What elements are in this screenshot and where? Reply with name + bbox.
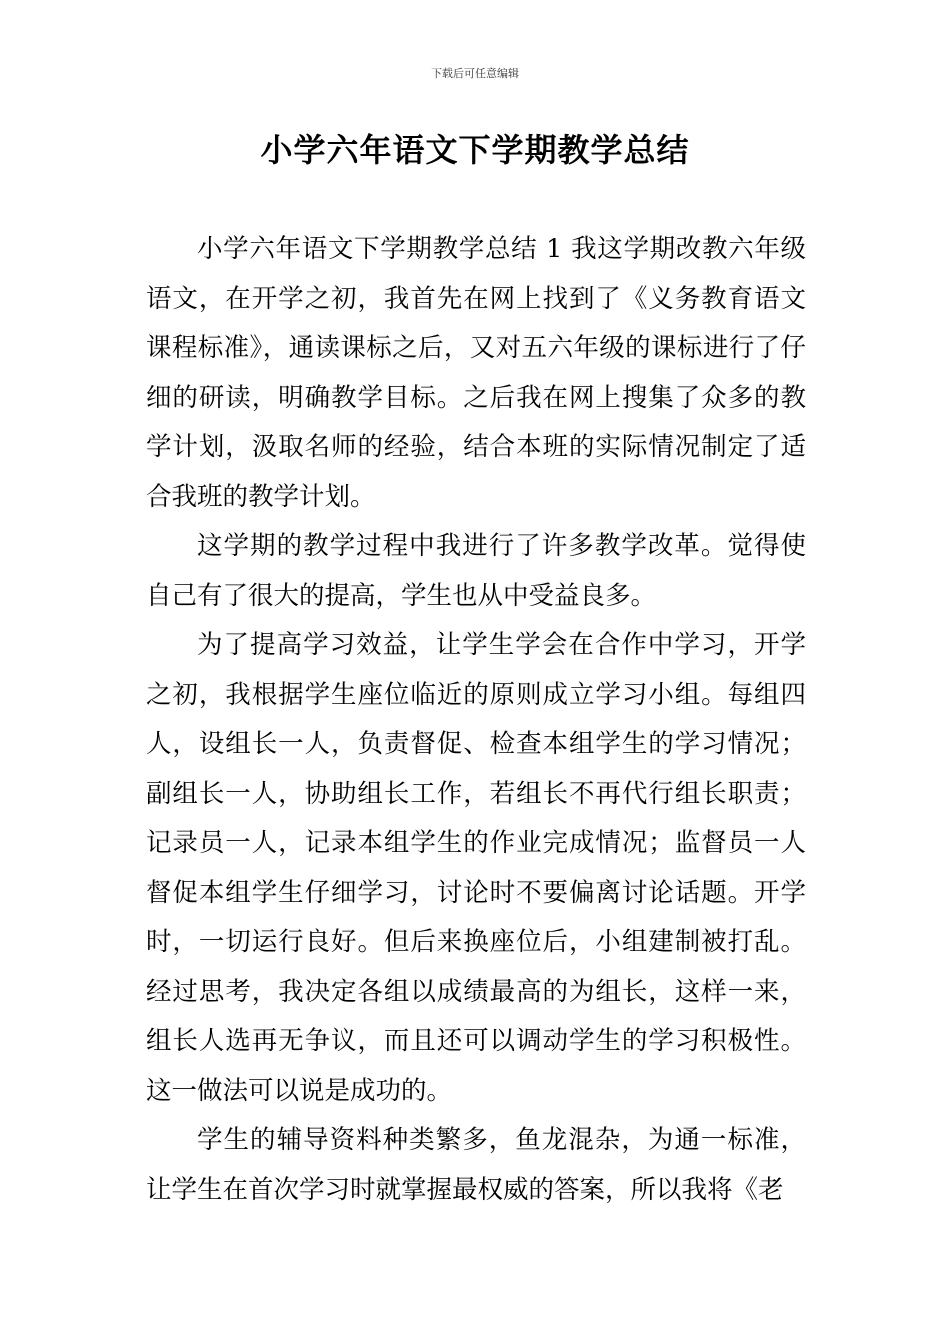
- document-body: [146, 225, 806, 1215]
- paragraph-4: 学生的辅导资料种类繁多，鱼龙混杂，为通一标准，让学生在首次学习时就掌握最权威的答案，所以我将《老: [146, 1125, 806, 1205]
- header-note: 下载后可任意编辑: [431, 67, 519, 80]
- paragraph-2: 这学期的教学过程中我进行了许多教学改革。觉得使自己有了很大的提高，学生也从中受益良多。: [146, 531, 806, 611]
- paragraph-1: 小学六年语文下学期教学总结 1 我这学期改教六年级语文，在开学之初，我首先在网上找到了《义务教育语文课程标准》，通读课标之后，又对五六年级的课标进行了仔细的研读，明确教学目标。之后我在网上搜集了众多的教学计划，汲取名师的经验，结合本班的实际情况制定了适合我班的教学计划。: [146, 234, 806, 512]
- document-title: 小学六年语文下学期教学总结: [260, 131, 690, 169]
- paragraph-3: 为了提高学习效益，让学生学会在合作中学习，开学之初，我根据学生座位临近的原则成立学习小组。每组四人，设组长一人，负责督促、检查本组学生的学习情况；副组长一人，协助组长工作，若组长不再代行组长职责；记录员一人，记录本组学生的作业完成情况；监督员一人督促本组学生仔细学习，讨论时不要偏离讨论话题。开学时，一切运行良好。但后来换座位后，小组建制被打乱。经过思考，我决定各组以成绩最高的为组长，这样一来，组长人选再无争议，而且还可以调动学生的学习积极性。这一做法可以说是成功的。: [146, 630, 806, 1106]
